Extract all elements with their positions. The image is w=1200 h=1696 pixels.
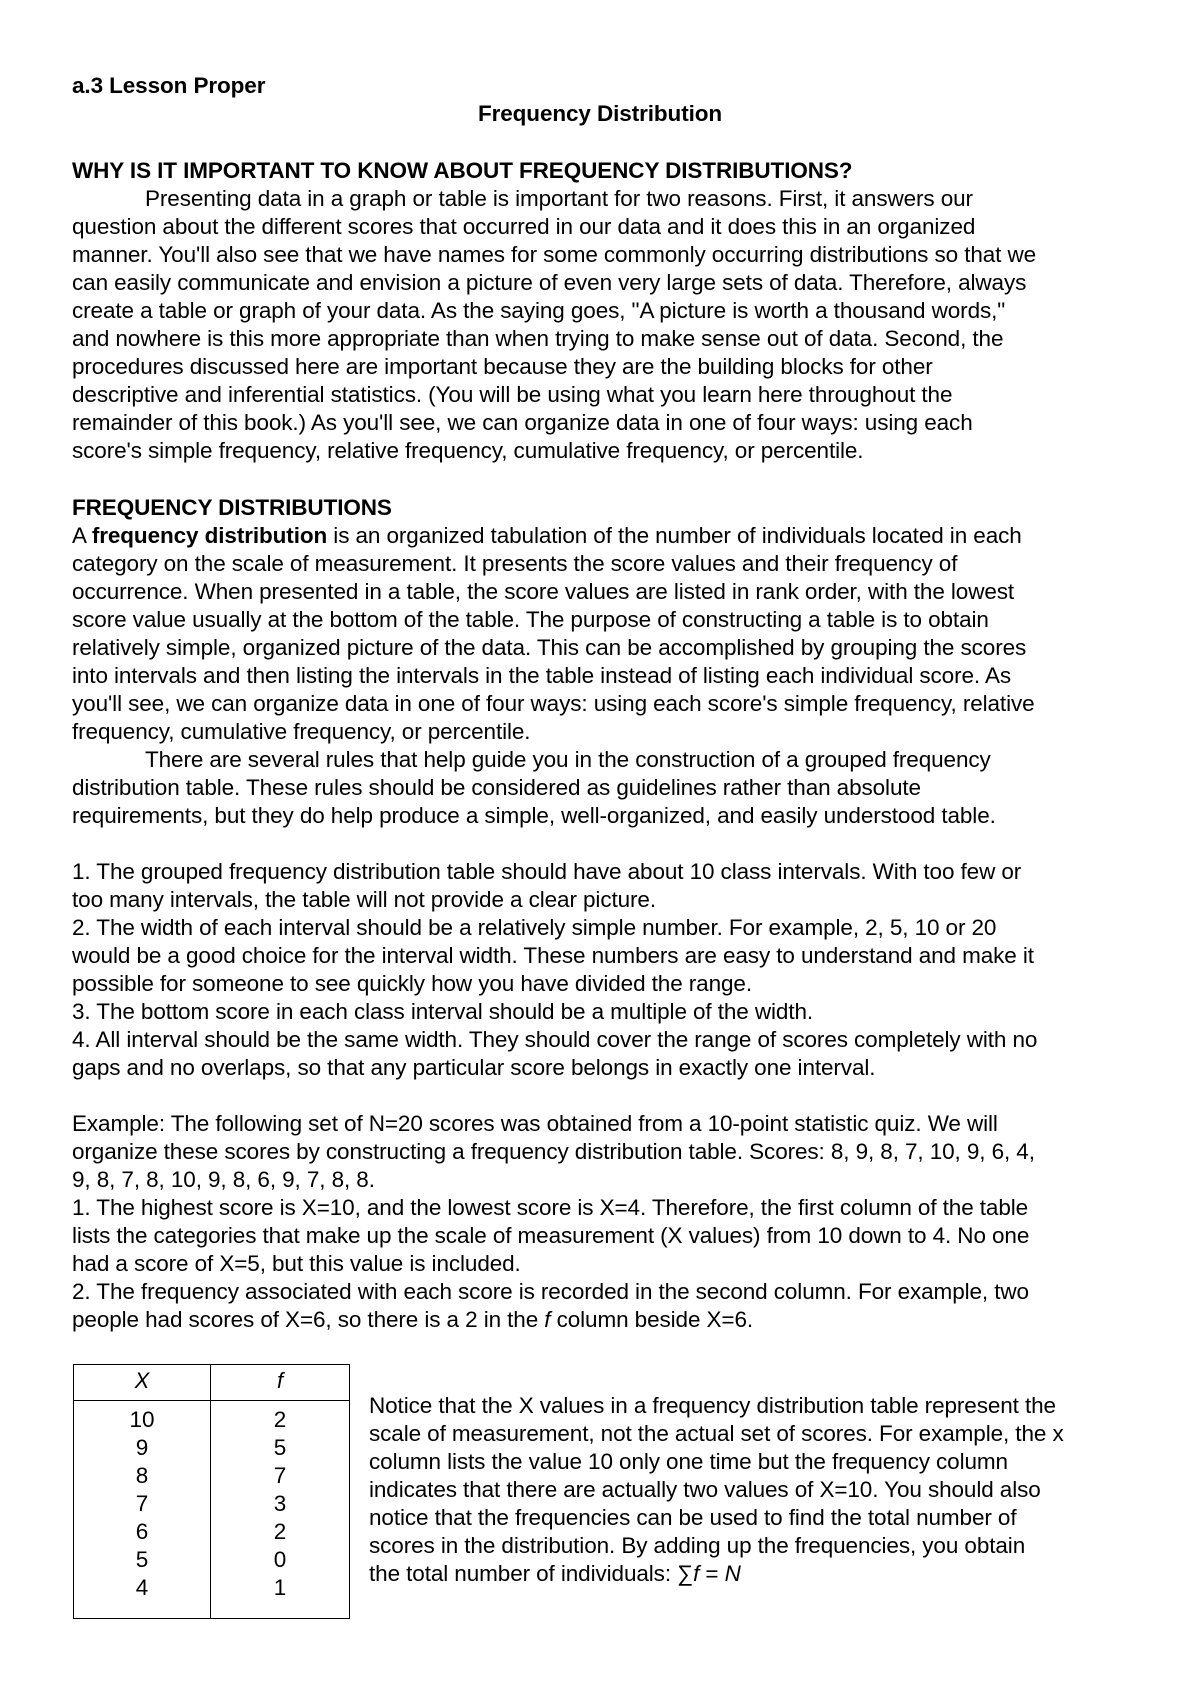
table-column-x bbox=[74, 1406, 210, 1602]
table-column-f bbox=[212, 1406, 348, 1602]
notice-line: scale of measurement, not the actual set of scores. For example, the x bbox=[369, 1421, 1064, 1446]
step2-f-symbol: f bbox=[544, 1307, 551, 1332]
notice-line: scores in the distribution. By adding up the frequencies, you obtain bbox=[369, 1533, 1026, 1558]
why-line: procedures discussed here are important because they are the building blocks for other bbox=[72, 354, 933, 379]
section-label: a.3 Lesson Proper bbox=[72, 73, 266, 98]
freq-line: into intervals and then listing the intervals in the table instead of listing each individual score. As bbox=[72, 663, 1012, 688]
rules-intro-line: There are several rules that help guide you in the construction of a grouped frequency bbox=[145, 747, 991, 772]
why-line: create a table or graph of your data. As the saying goes, "A picture is worth a thousand words," bbox=[72, 298, 1006, 323]
table-cell-x: 10 bbox=[129, 1407, 155, 1432]
freq-line: category on the scale of measurement. It presents the score values and their frequency of bbox=[72, 551, 958, 576]
rule-line: gaps and no overlaps, so that any particular score belongs in exactly one interval. bbox=[72, 1055, 876, 1080]
why-line: score's simple frequency, relative frequency, cumulative frequency, or percentile. bbox=[72, 438, 864, 463]
table-rule-right bbox=[349, 1364, 350, 1619]
page-title: Frequency Distribution bbox=[477, 101, 723, 126]
rule-line: 2. The width of each interval should be a relatively simple number. For example, 2, 5, 10 or 20 bbox=[72, 915, 997, 940]
formula-f: f bbox=[693, 1561, 700, 1586]
freq-line: you'll see, we can organize data in one of four ways: using each score's simple frequency, relative bbox=[72, 691, 1035, 716]
notice-formula-line bbox=[369, 1560, 741, 1588]
table-rule-top bbox=[73, 1364, 350, 1365]
table-cell-f: 3 bbox=[273, 1491, 287, 1516]
frequency-table bbox=[73, 1364, 350, 1619]
rule-line: too many intervals, the table will not provide a clear picture. bbox=[72, 887, 656, 912]
notice-last-prefix: the total number of individuals: bbox=[369, 1561, 678, 1586]
table-rule-bottom bbox=[73, 1618, 350, 1619]
freq-line: score value usually at the bottom of the table. The purpose of constructing a table is to obtain bbox=[72, 607, 989, 632]
table-cell-x: 9 bbox=[135, 1435, 149, 1460]
why-line: question about the different scores that occurred in our data and it does this in an organized bbox=[72, 214, 976, 239]
freq-line: frequency, cumulative frequency, or percentile. bbox=[72, 719, 531, 744]
table-rule-middle bbox=[210, 1364, 211, 1619]
rule-line: 3. The bottom score in each class interval should be a multiple of the width. bbox=[72, 999, 814, 1024]
table-header-x: X bbox=[134, 1368, 150, 1393]
table-cell-f: 7 bbox=[273, 1463, 287, 1488]
notice-line: column lists the value 10 only one time but the frequency column bbox=[369, 1449, 1008, 1474]
why-heading: WHY IS IT IMPORTANT TO KNOW ABOUT FREQUENCY DISTRIBUTIONS? bbox=[72, 158, 853, 183]
table-cell-f: 1 bbox=[273, 1575, 287, 1600]
notice-line: Notice that the X values in a frequency distribution table represent the bbox=[369, 1393, 1056, 1418]
notice-line: indicates that there are actually two values of X=10. You should also bbox=[369, 1477, 1041, 1502]
table-cell-f: 2 bbox=[273, 1519, 287, 1544]
rule-line: possible for someone to see quickly how you have divided the range. bbox=[72, 971, 752, 996]
table-cell-f: 2 bbox=[273, 1407, 287, 1432]
table-cell-f: 5 bbox=[273, 1435, 287, 1460]
sum-symbol: ∑ bbox=[677, 1561, 694, 1586]
example-line: Example: The following set of N=20 scores was obtained from a 10-point statistic quiz. We will bbox=[72, 1111, 998, 1136]
table-header-f: f bbox=[276, 1368, 284, 1393]
freq-line: relatively simple, organized picture of the data. This can be accomplished by grouping the scores bbox=[72, 635, 1027, 660]
rule-line: 1. The grouped frequency distribution table should have about 10 class intervals. With too few or bbox=[72, 859, 1022, 884]
formula-equals: = bbox=[699, 1561, 725, 1586]
table-cell-x: 4 bbox=[135, 1575, 149, 1600]
rules-intro-line: distribution table. These rules should be considered as guidelines rather than absolute bbox=[72, 775, 921, 800]
why-line: Presenting data in a graph or table is important for two reasons. First, it answers our bbox=[145, 186, 973, 211]
why-line: manner. You'll also see that we have names for some commonly occurring distributions so that we bbox=[72, 242, 1037, 267]
example-line: 9, 8, 7, 8, 10, 9, 8, 6, 9, 7, 8, 8. bbox=[72, 1167, 375, 1192]
table-cell-x: 7 bbox=[135, 1491, 149, 1516]
table-cell-f: 0 bbox=[273, 1547, 287, 1572]
example-line: 1. The highest score is X=10, and the lowest score is X=4. Therefore, the first column of the table bbox=[72, 1195, 1029, 1220]
example-step2-line bbox=[72, 1306, 753, 1334]
step2-prefix: people had scores of X=6, so there is a 2 in the bbox=[72, 1307, 545, 1332]
definition-suffix: is an organized tabulation of the number of individuals located in each bbox=[327, 523, 1022, 548]
example-line: lists the categories that make up the scale of measurement (X values) from 10 down to 4. No one bbox=[72, 1223, 1030, 1248]
freq-heading: FREQUENCY DISTRIBUTIONS bbox=[72, 495, 392, 520]
table-rule-header bbox=[73, 1400, 350, 1401]
rules-intro-line: requirements, but they do help produce a simple, well-organized, and easily understood table. bbox=[72, 803, 996, 828]
definition-prefix: A bbox=[72, 523, 92, 548]
example-line: had a score of X=5, but this value is included. bbox=[72, 1251, 521, 1276]
table-cell-x: 5 bbox=[135, 1547, 149, 1572]
example-line: organize these scores by constructing a frequency distribution table. Scores: 8, 9, 8, 7, 10, 9, 6, 4, bbox=[72, 1139, 1035, 1164]
notice-line: notice that the frequencies can be used to find the total number of bbox=[369, 1505, 1017, 1530]
step2-suffix: column beside X=6. bbox=[550, 1307, 754, 1332]
table-cell-x: 6 bbox=[135, 1519, 149, 1544]
rule-line: would be a good choice for the interval width. These numbers are easy to understand and make it bbox=[72, 943, 1034, 968]
table-cell-x: 8 bbox=[135, 1463, 149, 1488]
definition-term: frequency distribution bbox=[91, 523, 328, 548]
example-line: 2. The frequency associated with each score is recorded in the second column. For example, two bbox=[72, 1279, 1029, 1304]
why-line: remainder of this book.) As you'll see, we can organize data in one of four ways: using each bbox=[72, 410, 973, 435]
formula-n: N bbox=[724, 1561, 741, 1586]
rule-line: 4. All interval should be the same width. They should cover the range of scores completely with no bbox=[72, 1027, 1038, 1052]
freq-definition-line bbox=[72, 522, 1022, 550]
why-line: can easily communicate and envision a picture of even very large sets of data. Therefore, always bbox=[72, 270, 1027, 295]
freq-line: occurrence. When presented in a table, the score values are listed in rank order, with the lowest bbox=[72, 579, 1015, 604]
why-line: and nowhere is this more appropriate than when trying to make sense out of data. Second, the bbox=[72, 326, 1004, 351]
why-line: descriptive and inferential statistics. (You will be using what you learn here throughout the bbox=[72, 382, 953, 407]
